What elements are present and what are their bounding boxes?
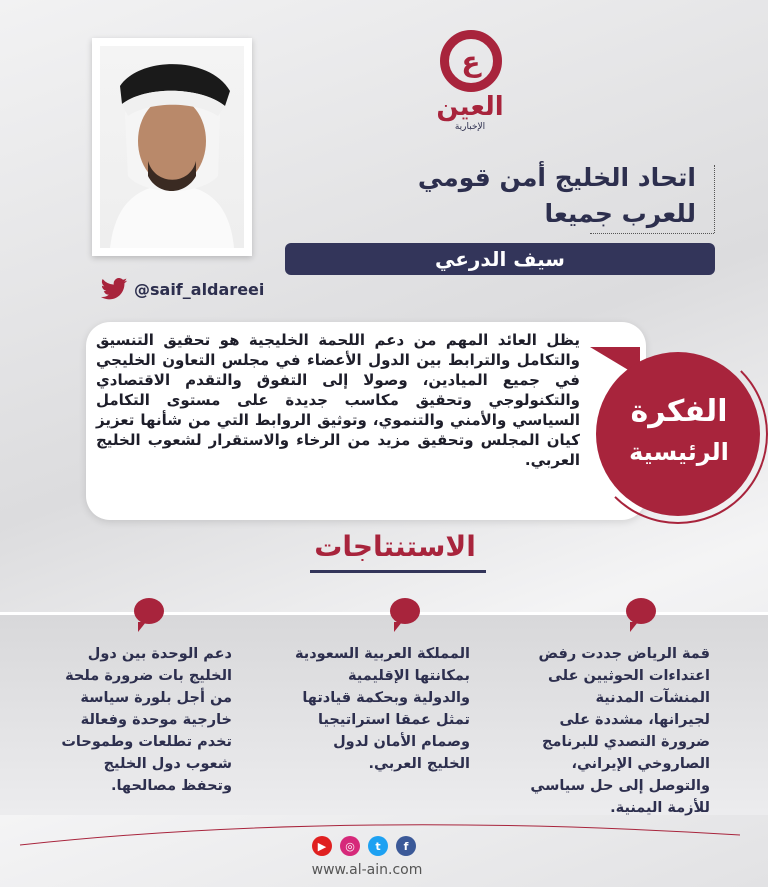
conclusion-item-2: المملكة العربية السعودية بمكانتها الإقليمية والدولية وبحكمة قيادتها تمثل عمقا استراتيجيا وصمام الأمان لدول الخليج العربي. (295, 646, 470, 772)
main-idea-label-line2: الرئيسية (629, 438, 729, 466)
speech-bubble-icon (390, 598, 420, 624)
conclusion-item-3: دعم الوحدة بين دول الخليج بات ضرورة ملحة من أجل بلورة سياسة خارجية موحدة وفعالة تخدم تطلعات وطموحات شعوب دول الخليج وتحفظ مصالحها. (61, 646, 232, 794)
heading-underline (310, 570, 486, 573)
divider (714, 165, 715, 233)
author-photo (92, 38, 252, 256)
conclusions-heading: الاستنتاجات (314, 530, 476, 563)
brand-logo-icon (440, 30, 502, 92)
twitter-handle-text: @saif_aldareei (134, 279, 265, 299)
twitter-icon[interactable]: t (368, 836, 388, 856)
youtube-icon[interactable]: ▶ (312, 836, 332, 856)
brand-subtitle: الإخبارية (454, 122, 486, 132)
article-title: اتحاد الخليج أمن قومي للعرب جميعا (417, 163, 696, 228)
instagram-icon[interactable]: ◎ (340, 836, 360, 856)
main-idea-label-line1: الفكرة (630, 394, 728, 429)
author-portrait-icon (100, 46, 244, 248)
facebook-icon[interactable]: f (396, 836, 416, 856)
main-idea-label (604, 392, 754, 472)
brand-name: العين (436, 92, 504, 122)
twitter-icon (100, 278, 128, 300)
conclusion-item-1: قمة الرياض جددت رفض اعتداءات الحوثيين على المنشآت المدنية لجيرانها، مشددة على ضرورة التصدي للبرنامج الصاروخي الإيراني، والتوصل إلى حل سياسي للأزمة اليمنية. (530, 646, 710, 816)
author-name: سيف الدرعي (285, 243, 715, 275)
logo-symbol: ع (461, 44, 481, 78)
speech-bubble-icon (134, 598, 164, 624)
speech-bubble-icon (626, 598, 656, 624)
website-url[interactable]: www.al-ain.com (311, 862, 423, 878)
main-idea-text: يظل العائد المهم من دعم اللحمة الخليجية هو تحقيق التنسيق والتكامل والترابط بين الدول الأعضاء في مجلس التعاون الخليجي في جميع الميادين، وصولا إلى التفوق والتقدم الاقتصادي والتكنولوجي وتحقيق مكاسب جديدة على مستوى التكامل السياسي والأمني والتنموي، وتوثيق الروابط التي من شأنها تعزيز كيان المجلس وتحقيق مزيد من الرخاء والاستقرار لشعوب الخليج العربي. (96, 331, 580, 469)
divider (590, 233, 714, 234)
twitter-handle[interactable] (100, 278, 264, 300)
social-links (312, 836, 416, 856)
